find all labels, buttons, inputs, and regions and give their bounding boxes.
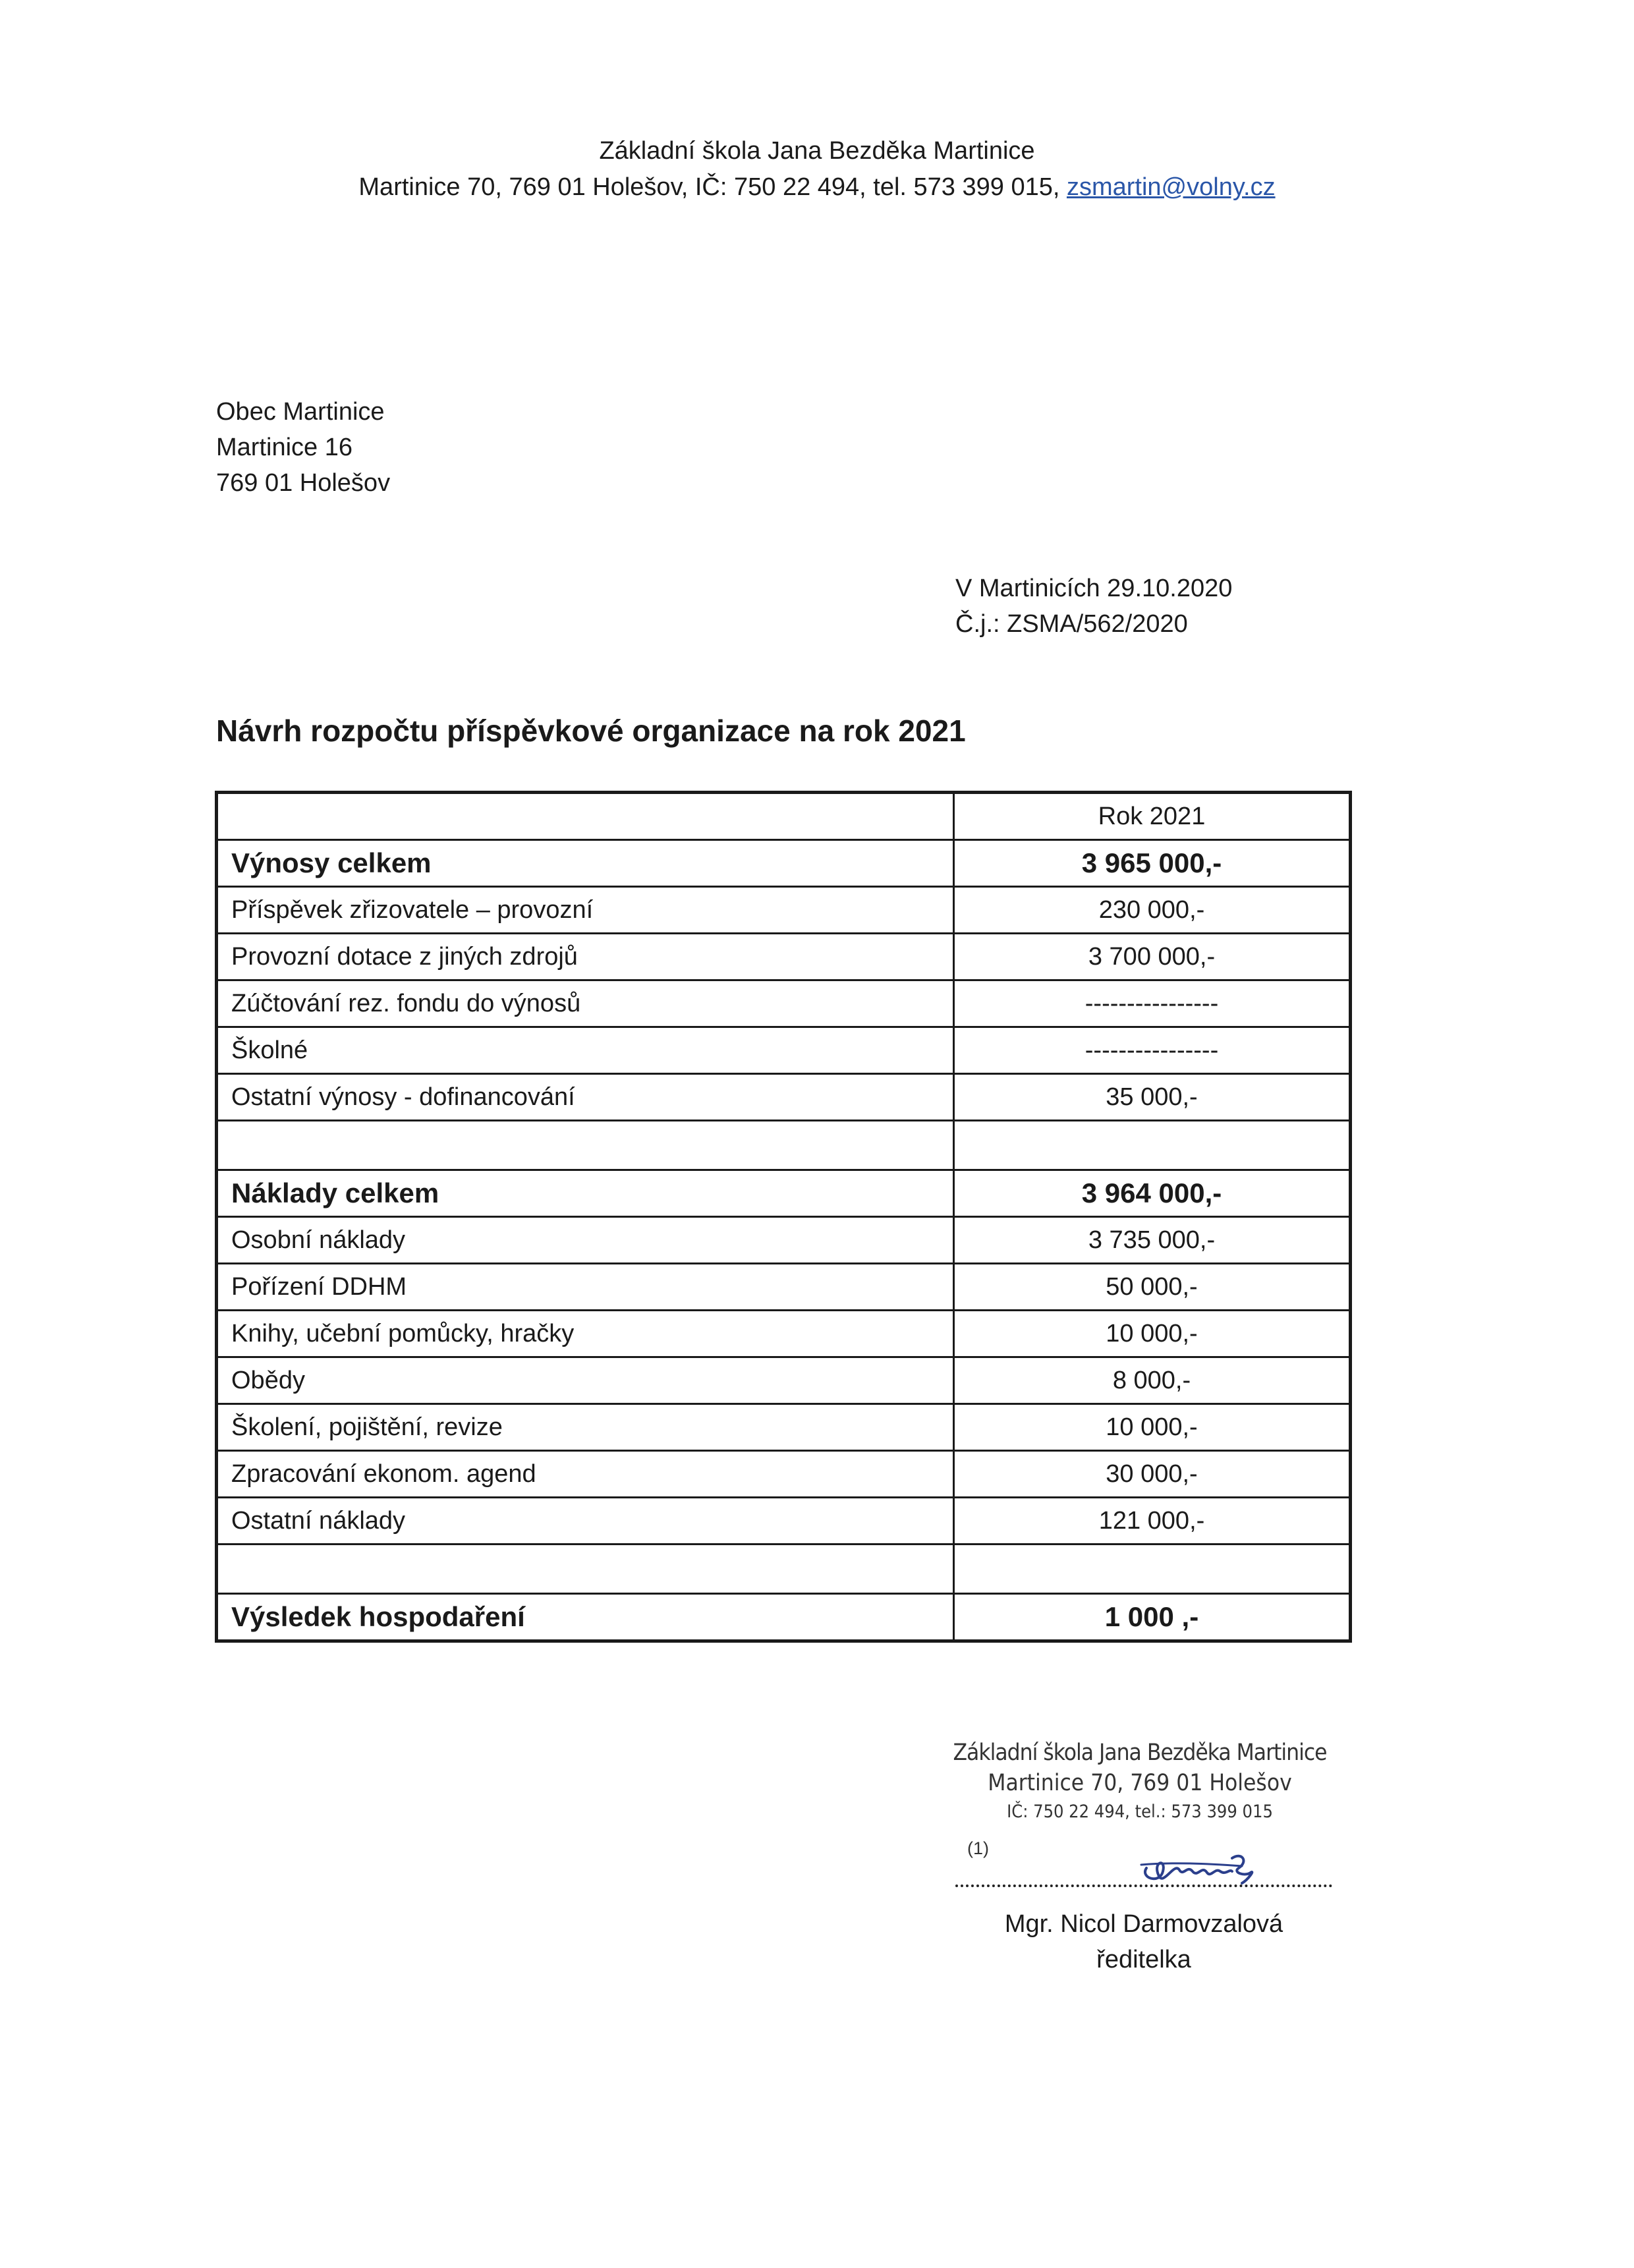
handwritten-signature [1133, 1838, 1291, 1891]
row-label: Obědy [217, 1357, 954, 1404]
table-row [217, 1357, 1351, 1404]
recipient-line-3: 769 01 Holešov [216, 469, 391, 497]
row-value: 8 000,- [954, 1357, 1351, 1404]
stamp-line-3: IČ: 750 22 494, tel.: 573 399 015 [1007, 1801, 1273, 1822]
table-row [217, 1264, 1351, 1311]
row-value: ---------------- [954, 980, 1351, 1027]
row-label: Školení, pojištění, revize [217, 1404, 954, 1451]
row-label: Ostatní náklady [217, 1498, 954, 1545]
row-value: 10 000,- [954, 1311, 1351, 1357]
table-row [217, 1311, 1351, 1357]
table-row [217, 934, 1351, 980]
school-stamp [942, 1740, 1338, 1822]
spacer-cell [954, 1545, 1351, 1594]
row-value: 3 700 000,- [954, 934, 1351, 980]
row-value: 230 000,- [954, 887, 1351, 934]
signatory-name: Mgr. Nicol Darmovzalová [1004, 1910, 1283, 1938]
row-value: 3 735 000,- [954, 1217, 1351, 1264]
row-value: ---------------- [954, 1027, 1351, 1074]
stamp-number: (1) [967, 1838, 989, 1858]
table-row [217, 1498, 1351, 1545]
row-value: 10 000,- [954, 1404, 1351, 1451]
table-row [217, 887, 1351, 934]
revenue-total-row [217, 840, 1351, 887]
signatory-block [955, 1906, 1332, 1977]
result-value: 1 000 ,- [954, 1594, 1351, 1641]
spacer-row [217, 1121, 1351, 1170]
recipient-address [216, 394, 390, 501]
row-label: Knihy, učební pomůcky, hračky [217, 1311, 954, 1357]
cost-total-row [217, 1170, 1351, 1217]
table-row [217, 1074, 1351, 1121]
table-row [217, 1451, 1351, 1498]
row-label: Zpracování ekonom. agend [217, 1451, 954, 1498]
spacer-cell [217, 1545, 954, 1594]
spacer-cell [217, 1121, 954, 1170]
spacer-cell [954, 1121, 1351, 1170]
spacer-row [217, 1545, 1351, 1594]
row-label: Zúčtování rez. fondu do výnosů [217, 980, 954, 1027]
school-email-link[interactable]: zsmartin@volny.cz [1066, 173, 1276, 201]
table-header-empty-cell [217, 793, 954, 840]
school-address: Martinice 70, 769 01 Holešov, IČ: 750 22 494, tel. 573 399 015, [358, 173, 1060, 201]
cost-total-value: 3 964 000,- [954, 1170, 1351, 1217]
budget-table [215, 791, 1352, 1643]
result-row [217, 1594, 1351, 1641]
row-label: Osobní náklady [217, 1217, 954, 1264]
stamp-line-2: Martinice 70, 769 01 Holešov [988, 1770, 1292, 1796]
table-row [217, 1027, 1351, 1074]
row-label: Pořízení DDHM [217, 1264, 954, 1311]
table-row [217, 1404, 1351, 1451]
table-row [217, 980, 1351, 1027]
reference-number: Č.j.: ZSMA/562/2020 [955, 610, 1188, 638]
row-label: Provozní dotace z jiných zdrojů [217, 934, 954, 980]
row-value: 121 000,- [954, 1498, 1351, 1545]
row-value: 35 000,- [954, 1074, 1351, 1121]
school-name: Základní škola Jana Bezděka Martinice [599, 137, 1035, 165]
recipient-line-2: Martinice 16 [216, 434, 352, 461]
table-row [217, 1217, 1351, 1264]
school-contact-line [0, 173, 1634, 202]
place-date: V Martinicích 29.10.2020 [955, 575, 1233, 602]
revenue-total-label: Výnosy celkem [217, 840, 954, 887]
row-value: 30 000,- [954, 1451, 1351, 1498]
stamp-line-1: Základní škola Jana Bezděka Martinice [953, 1740, 1327, 1766]
cost-total-label: Náklady celkem [217, 1170, 954, 1217]
recipient-line-1: Obec Martinice [216, 398, 385, 426]
date-block [955, 571, 1232, 642]
result-label: Výsledek hospodaření [217, 1594, 954, 1641]
signature-line [955, 1885, 1332, 1887]
row-label: Školné [217, 1027, 954, 1074]
revenue-total-value: 3 965 000,- [954, 840, 1351, 887]
column-header-year: Rok 2021 [954, 793, 1351, 840]
row-label: Ostatní výnosy - dofinancování [217, 1074, 954, 1121]
table-header-row [217, 793, 1351, 840]
document-title: Návrh rozpočtu příspěvkové organizace na rok 2021 [216, 714, 966, 748]
row-label: Příspěvek zřizovatele – provozní [217, 887, 954, 934]
row-value: 50 000,- [954, 1264, 1351, 1311]
signatory-role: ředitelka [1096, 1946, 1191, 1973]
